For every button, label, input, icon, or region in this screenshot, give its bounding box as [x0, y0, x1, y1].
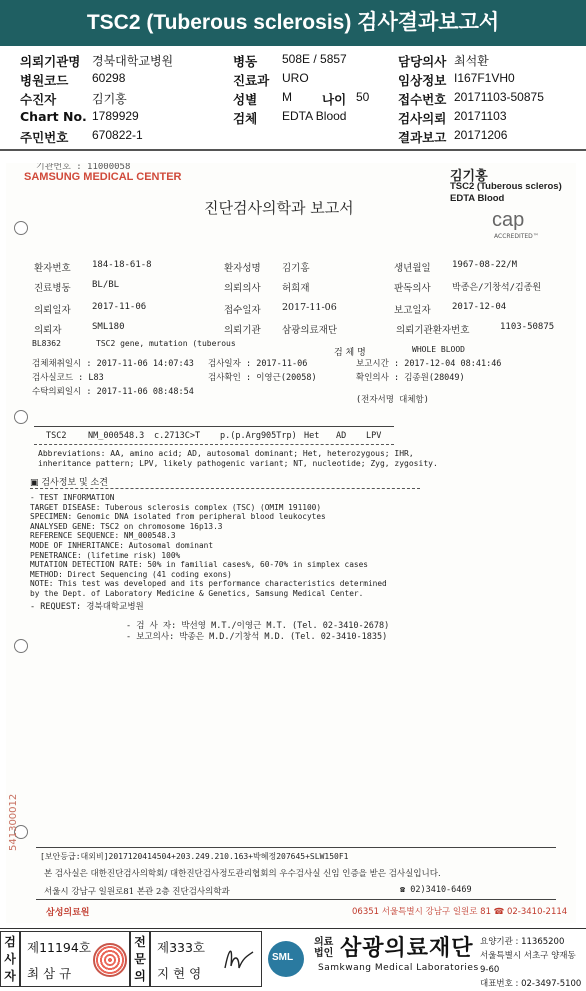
- header-label: 접수번호: [398, 92, 447, 107]
- detail-text: 확인의사 : 김종원(28049): [356, 373, 465, 383]
- header-label: 병원코드: [20, 73, 69, 88]
- specialist-box: [150, 931, 262, 987]
- specialist-license: 제333호: [157, 940, 206, 955]
- test-info-line: by the Dept. of Laboratory Medicine & Genetics, Samsung Medical Center.: [30, 589, 364, 598]
- info-value: 1967-08-22/M: [452, 260, 518, 270]
- test-info-line: - TEST INFORMATION: [30, 493, 115, 502]
- detail-text: 검사일자 : 2017-11-06: [208, 359, 308, 369]
- punch-hole-icon: [14, 410, 28, 424]
- detail-text: 검체채취일시 : 2017-11-06 14:07:43: [32, 359, 194, 369]
- test-info-line: NOTE: This test was developed and its performance characteristics determined: [30, 579, 387, 589]
- variant-cell: LPV: [366, 431, 382, 441]
- header-value: 508E / 5857: [282, 52, 347, 66]
- header-value: 20171103: [454, 109, 507, 123]
- info-value: 2017-11-06: [92, 302, 147, 312]
- findings-section-title: ▣ 검사정보 및 소견: [30, 478, 108, 488]
- corner-test-name: TSC2 (Tuberous scleros): [450, 181, 562, 192]
- info-value: 2017-11-06: [282, 302, 337, 313]
- corner-specimen: EDTA Blood: [450, 193, 505, 204]
- sml-logo-text: SML: [272, 952, 294, 963]
- checker-label: 검 사 자: [4, 935, 16, 983]
- test-info-line: REFERENCE SEQUENCE: NM_000548.3: [30, 531, 176, 541]
- header-label: 진료과: [233, 73, 270, 88]
- variant-cell: Het: [304, 431, 320, 441]
- org-phone: 대표번호 : 02-3497-5100: [480, 979, 582, 989]
- corner-patient-name: 김기홍: [450, 169, 488, 184]
- header-value: 60298: [92, 71, 126, 85]
- variant-cell: c.2713C>T: [154, 431, 201, 441]
- specialist-name: 지 현 영: [157, 966, 202, 981]
- institution-id: 기관번호 : 11000058: [36, 163, 131, 172]
- department-address: 서울시 강남구 일원로81 본관 2층 진단검사의학과: [44, 887, 230, 897]
- specimen-value: WHOLE BLOOD: [412, 345, 465, 354]
- info-value: 2017-12-04: [452, 302, 507, 312]
- gene-line: TSC2 gene, mutation (tuberous: [96, 339, 236, 348]
- org-contacts: [480, 935, 586, 991]
- info-label: 의뢰의사: [224, 283, 261, 294]
- provider-code: 요양기관 : 11365200: [480, 937, 565, 947]
- specialist-label: 전 문 의: [134, 935, 146, 983]
- header-label: 검사의뢰: [398, 111, 447, 126]
- info-value: BL/BL: [92, 280, 120, 290]
- info-label: 의뢰자: [34, 325, 62, 336]
- request-line: - REQUEST: 경북대학교병원: [30, 602, 144, 612]
- info-label: 진료병동: [34, 283, 71, 294]
- info-value: 김기홍: [282, 263, 310, 274]
- test-info-line: PENETRANCE: (lifetime risk) 100%: [30, 550, 181, 560]
- test-info-line: METHOD: Direct Sequencing (41 coding exons): [30, 569, 232, 579]
- sml-logo-icon: [268, 941, 304, 977]
- test-info-line: MODE OF INHERITANCE: Autosomal dominant: [30, 541, 214, 550]
- checker-license: 제11194호: [27, 940, 91, 955]
- specialist-signature-icon: [219, 942, 257, 976]
- header-value: 20171103-50875: [454, 90, 544, 104]
- org-address: 서울특별시 서초구 양재동 9-60: [480, 951, 576, 975]
- header-label: 담당의사: [398, 54, 447, 69]
- header-label: Chart No.: [20, 109, 87, 124]
- variant-bottom-rule: [34, 444, 394, 445]
- info-label: 의뢰일자: [34, 305, 71, 316]
- info-value: 박종은/기창석/김종원: [452, 283, 542, 293]
- test-info-line: SPECIMEN: Genomic DNA isolated from peripheral blood leukocytes: [30, 512, 326, 522]
- staff-line: - 보고의사: 박종은 M.D./기창석 M.D. (Tel. 02-3410-1835): [126, 632, 388, 642]
- footer-brand: 삼성의료원: [46, 908, 90, 918]
- certification-line: 본 검사실은 대한진단검사의학회/ 대한진단검사정도관리협회의 우수검사실 신임 인증을 받은 검사실입니다.: [44, 869, 441, 879]
- detail-text: 수탁의뢰일시 : 2017-11-06 08:48:54: [32, 387, 194, 397]
- checker-label-box: [0, 931, 20, 987]
- header-label: 결과보고: [398, 130, 447, 145]
- side-code: 541300012: [8, 793, 19, 851]
- hospital-name: SAMSUNG MEDICAL CENTER: [24, 171, 182, 183]
- variant-cell: TSC2: [46, 431, 67, 441]
- specimen-label: 검 체 명: [334, 348, 366, 358]
- specialist-label-box: [130, 931, 150, 987]
- org-name: 삼광의료재단: [340, 936, 474, 961]
- security-line: [보안등급:대외비]2017120414504+203.249.210.163+박혜정207645+SLW150F1: [40, 852, 349, 861]
- scanned-report: [6, 163, 576, 923]
- age-value: 50: [356, 90, 370, 104]
- footer-bottom-rule: [36, 899, 556, 900]
- staff-line: - 검 사 자: 박선영 M.T./이영근 M.T. (Tel. 02-3410-2678): [126, 621, 390, 631]
- info-label: 보고일자: [394, 305, 431, 316]
- info-label: 환자성명: [224, 263, 261, 274]
- org-english-name: Samkwang Medical Laboratories: [318, 963, 479, 973]
- header-value: EDTA Blood: [282, 109, 347, 123]
- test-info-line: ANALYSED GENE: TSC2 on chromosome 16p13.3: [30, 521, 223, 531]
- info-value: SML180: [92, 322, 125, 332]
- header-label: 병동: [233, 54, 258, 69]
- org-tag: 의료 법인: [314, 937, 334, 959]
- punch-hole-icon: [14, 639, 28, 653]
- cap-logo-icon: cap: [492, 209, 525, 231]
- detail-text: 검사확인 : 이영근(20058): [208, 373, 317, 383]
- variant-cell: p.(p.Arg905Trp): [220, 431, 297, 441]
- detail-text: 검사실코드 : L83: [32, 373, 104, 383]
- footer-address: 06351 서울특별시 강남구 일원로 81 ☎ 02-3410-2114: [352, 907, 568, 917]
- signature-bar: [0, 928, 586, 991]
- scan-report-title: 진단검사의학과 보고서: [204, 199, 354, 217]
- info-value: 삼광의료재단: [282, 325, 338, 336]
- header-label: 검체: [233, 111, 258, 126]
- header-value: 경북대학교병원: [92, 54, 174, 68]
- variant-cell: NM_000548.3: [88, 431, 145, 441]
- info-label: 판독의사: [394, 283, 431, 294]
- variant-cell: AD: [336, 431, 347, 441]
- variant-top-rule: [34, 426, 394, 427]
- checker-name: 최 삼 규: [27, 966, 72, 981]
- info-label: 접수일자: [224, 305, 261, 316]
- info-label: 의뢰기관환자번호: [396, 325, 470, 336]
- test-info-line: TARGET DISEASE: Tuberous sclerosis complex (TSC) (OMIM 191100): [30, 502, 322, 512]
- checker-box: [20, 931, 130, 987]
- footer-rule: [36, 847, 556, 848]
- header-value: URO: [282, 71, 309, 85]
- age-label: 나이: [322, 92, 347, 107]
- header-value: 최석환: [454, 54, 489, 68]
- info-value: 1103-50875: [500, 322, 555, 332]
- header-value: I167F1VH0: [454, 71, 515, 85]
- checker-seal-icon: [93, 943, 127, 977]
- punch-hole-icon: [14, 221, 28, 235]
- header-value: 670822-1: [92, 128, 143, 142]
- detail-text: 보고시간 : 2017-12-04 08:41:46: [356, 359, 502, 369]
- info-label: 의뢰기관: [224, 325, 261, 336]
- department-phone: ☎ 02)3410-6469: [400, 885, 472, 895]
- findings-rule: [30, 488, 420, 489]
- abbreviation-line: Abbreviations: AA, amino acid; AD, autosomal dominant; Het, heterozygous; IHR,: [38, 449, 414, 458]
- info-value: 허희재: [282, 283, 310, 294]
- header-label: 의뢰기관명: [20, 54, 81, 69]
- header-value: M: [282, 90, 292, 104]
- info-label: 생년월일: [394, 263, 431, 274]
- bl-code: BL8362: [32, 339, 61, 348]
- header-label: 주민번호: [20, 130, 69, 145]
- header-label: 성별: [233, 92, 258, 107]
- info-label: 환자번호: [34, 263, 71, 274]
- header-label: 임상정보: [398, 73, 447, 88]
- header-divider: [0, 149, 586, 151]
- report-title: TSC2 (Tuberous sclerosis) 검사결과보고서: [0, 0, 586, 46]
- abbreviation-line: inheritance pattern; LPV, likely pathogenic variant; NT, nucleotide; Zyg, zygosity.: [38, 459, 438, 468]
- header-value: 김기홍: [92, 92, 127, 106]
- detail-text: (전자서명 대체함): [356, 395, 429, 405]
- cap-accredited: ACCREDITED™: [494, 233, 539, 240]
- header-value: 20171206: [454, 128, 508, 142]
- header-label: 수진자: [20, 92, 57, 107]
- info-value: 184-18-61-8: [92, 260, 152, 270]
- header-value: 1789929: [92, 109, 139, 123]
- test-info-line: MUTATION DETECTION RATE: 50% in familial cases%, 60-70% in simplex cases: [30, 560, 368, 570]
